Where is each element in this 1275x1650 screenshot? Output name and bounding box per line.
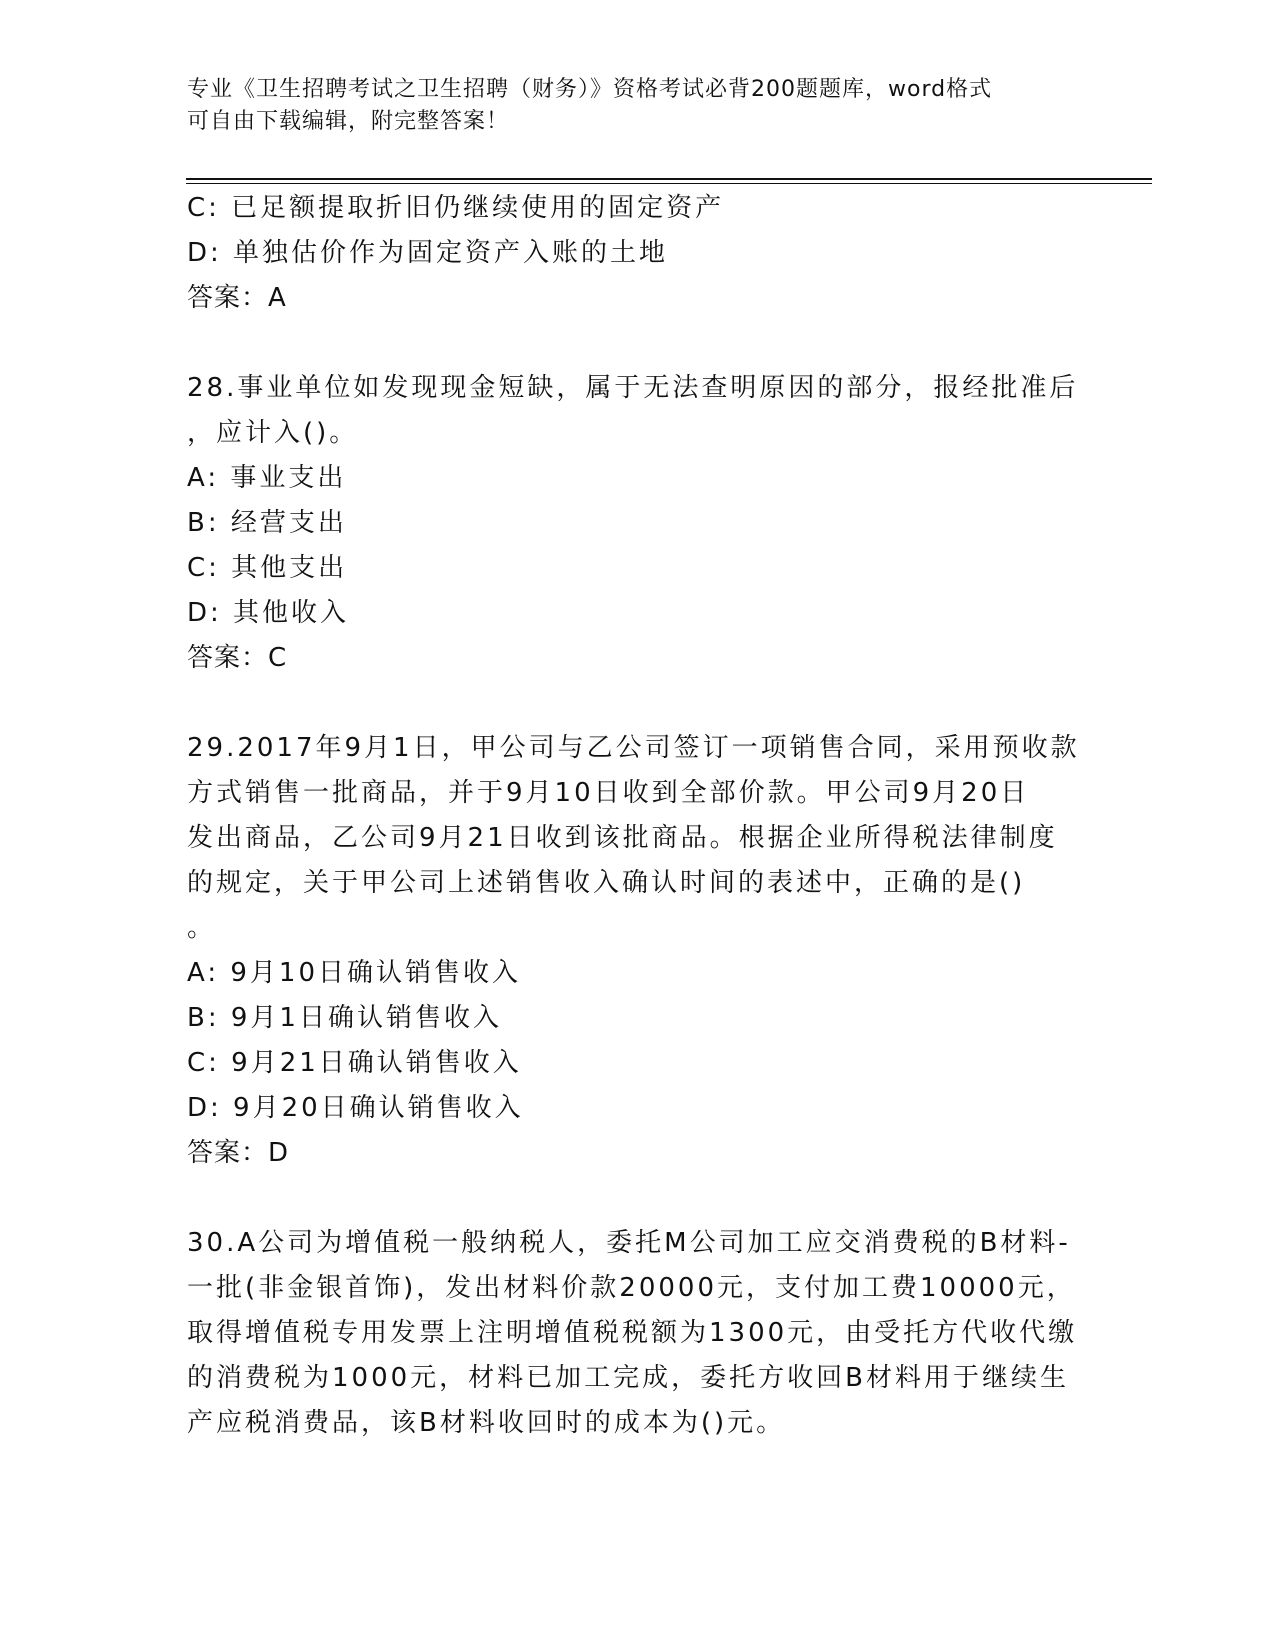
answer-line: 答案：C [187, 643, 288, 673]
question-text-line: ，应计入()。 [187, 418, 359, 448]
option-d: D: 9月20日确认销售收入 [187, 1093, 524, 1123]
question-text-line: 发出商品，乙公司9月21日收到该批商品。根据企业所得税法律制度 [187, 823, 1058, 853]
option-c: C: 9月21日确认销售收入 [187, 1048, 522, 1078]
document-header [187, 74, 1087, 138]
question-27-tail [187, 186, 1087, 321]
question-text-line: 产应税消费品，该B材料收回时的成本为()元。 [187, 1408, 786, 1438]
question-text-line: 方式销售一批商品，并于9月10日收到全部价款。甲公司9月20日 [187, 778, 1030, 808]
option-d: D: 单独估价作为固定资产入账的土地 [187, 238, 669, 268]
question-text-line: 。 [187, 913, 217, 943]
question-text-line: 取得增值税专用发票上注明增值税税额为1300元，由受托方代收代缴 [187, 1318, 1078, 1348]
header-divider-thick [186, 178, 1152, 180]
question-text-line: 30.A公司为增值税一般纳税人，委托M公司加工应交消费税的B材料- [187, 1228, 1071, 1258]
option-d: D: 其他收入 [187, 598, 350, 628]
question-text-line: 一批(非金银首饰)，发出材料价款20000元，支付加工费10000元， [187, 1273, 1076, 1303]
question-28 [187, 366, 1087, 681]
header-divider-thin [186, 183, 1152, 184]
answer-line: 答案：A [187, 283, 287, 313]
option-b: B: 9月1日确认销售收入 [187, 1003, 502, 1033]
spacer [187, 321, 1087, 366]
document-body [187, 186, 1087, 1446]
spacer [187, 681, 1087, 726]
question-30 [187, 1221, 1087, 1446]
option-b: B: 经营支出 [187, 508, 347, 538]
question-text-line: 28.事业单位如发现现金短缺，属于无法查明原因的部分，报经批准后 [187, 373, 1079, 403]
option-c: C: 已足额提取折旧仍继续使用的固定资产 [187, 193, 725, 223]
answer-line: 答案：D [187, 1138, 290, 1168]
question-text-line: 的规定，关于甲公司上述销售收入确认时间的表述中，正确的是() [187, 868, 1026, 898]
question-text-line: 29.2017年9月1日，甲公司与乙公司签订一项销售合同，采用预收款 [187, 733, 1080, 763]
option-a: A: 事业支出 [187, 463, 347, 493]
question-text-line: 的消费税为1000元，材料已加工完成，委托方收回B材料用于继续生 [187, 1363, 1070, 1393]
header-line-2: 可自由下载编辑，附完整答案！ [187, 109, 510, 134]
header-line-1: 专业《卫生招聘考试之卫生招聘（财务）》资格考试必背200题题库，word格式 [187, 77, 993, 102]
option-a: A: 9月10日确认销售收入 [187, 958, 521, 988]
option-c: C: 其他支出 [187, 553, 348, 583]
question-29 [187, 726, 1087, 1176]
spacer [187, 1176, 1087, 1221]
